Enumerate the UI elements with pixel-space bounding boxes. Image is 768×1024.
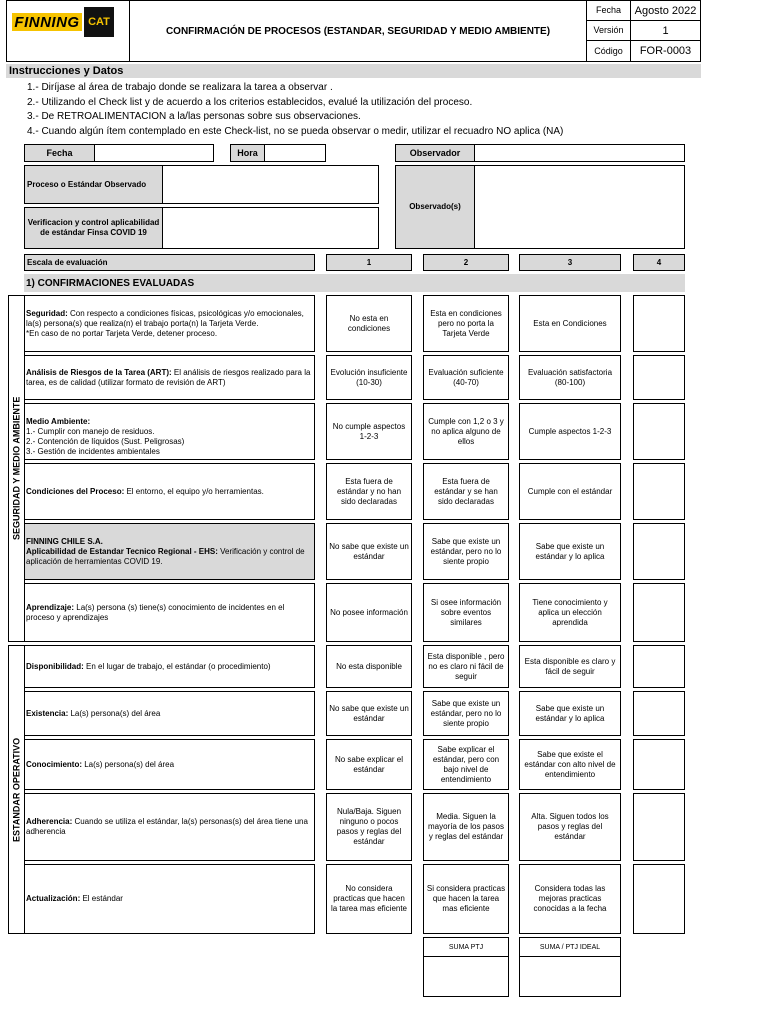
option-2[interactable]: Media. Siguen la mayoría de los pasos y reglas del estándar <box>423 793 509 861</box>
finning-logo-text: FINNING <box>12 13 82 31</box>
fecha-input[interactable] <box>94 144 214 162</box>
instructions-list <box>27 81 701 139</box>
option-3[interactable]: Tiene conocimiento y aplica un elección aprendida <box>519 583 621 642</box>
criterion-description: Análisis de Riesgos de la Tarea (ART): El análisis de riesgos realizado para la tarea, es de calidad (utilizar formato de revisión de ART) <box>26 367 311 387</box>
option-3[interactable]: Cumple con el estándar <box>519 463 621 520</box>
document-title: CONFIRMACIÓN DE PROCESOS (ESTANDAR, SEGURIDAD Y MEDIO AMBIENTE) <box>165 25 551 37</box>
option-4[interactable] <box>633 645 685 688</box>
group-label-operative-text: ESTANDAR OPERATIVO <box>11 737 22 842</box>
finning-cat-logo <box>12 7 114 37</box>
header-title <box>129 0 587 62</box>
meta-label-fecha: Fecha <box>586 0 631 21</box>
option-4[interactable] <box>633 403 685 460</box>
option-1[interactable]: Esta fuera de estándar y no han sido declaradas <box>326 463 412 520</box>
criterion-description: Disponibilidad: En el lugar de trabajo, el estándar (o procedimiento) <box>26 661 271 671</box>
meta-label-codigo: Código <box>586 40 631 62</box>
option-3[interactable]: Sabe que existe el estándar con alto nivel de entendimiento <box>519 739 621 790</box>
option-2[interactable]: Cumple con 1,2 o 3 y no aplica alguno de ellos <box>423 403 509 460</box>
proceso-input[interactable] <box>162 165 379 204</box>
criterion-description: Actualización: El estándar <box>26 894 123 903</box>
observador-input[interactable] <box>474 144 685 162</box>
suma-ideal-label: SUMA / PTJ IDEAL <box>519 937 621 957</box>
option-3[interactable]: Esta en Condiciones <box>519 295 621 352</box>
option-2[interactable]: Sabe explicar el estándar, pero con bajo nivel de entendimiento <box>423 739 509 790</box>
option-4[interactable] <box>633 739 685 790</box>
fecha-label: Fecha <box>24 144 95 162</box>
verificacion-input[interactable] <box>162 207 379 249</box>
option-2[interactable]: Esta en condiciones pero no porta la Tarjeta Verde <box>423 295 509 352</box>
hora-label: Hora <box>230 144 265 162</box>
option-1[interactable]: No esta disponible <box>326 645 412 688</box>
scale-label: Escala de evaluación <box>24 254 315 271</box>
option-2[interactable]: Si osee información sobre eventos similares <box>423 583 509 642</box>
criterion-description: Seguridad: Con respecto a condiciones físicas, psicológicas y/o emocionales, la(s) persona(s) que realiza(n) el trabajo porta(n) la Tarjeta Verde. *En caso de no portar Tarjeta Verde, detener proceso. <box>26 308 304 338</box>
option-1[interactable]: No posee información <box>326 583 412 642</box>
option-1[interactable]: No sabe que existe un estándar <box>326 523 412 580</box>
criterion-description: Medio Ambiente: 1.- Cumplir con manejo de residuos. 2.- Contención de líquidos (Sust. Peligrosas) 3.- Gestión de incidentes ambientales <box>26 416 185 456</box>
option-1[interactable]: No cumple aspectos 1-2-3 <box>326 403 412 460</box>
criterion-description: Adherencia: Cuando se utiliza el estándar, la(s) personas(s) del área tiene una adherencia <box>26 817 308 836</box>
option-3[interactable]: Sabe que existe un estándar y lo aplica <box>519 523 621 580</box>
option-3[interactable]: Alta. Siguen todos los pasos y reglas del estándar <box>519 793 621 861</box>
scale-value-3: 3 <box>519 254 621 271</box>
suma-ideal-value[interactable] <box>519 956 621 997</box>
option-2[interactable]: Si considera practicas que hacen la tarea mas eficiente <box>423 864 509 934</box>
option-2[interactable]: Esta fuera de estándar y se han sido declaradas <box>423 463 509 520</box>
option-4[interactable] <box>633 523 685 580</box>
section-title: 1) CONFIRMACIONES EVALUADAS <box>24 274 685 292</box>
option-3[interactable]: Evaluación satisfactoria (80-100) <box>519 355 621 400</box>
instructions-heading: Instrucciones y Datos <box>6 64 701 78</box>
option-4[interactable] <box>633 793 685 861</box>
instruction-item: 2.- Utilizando el Check list y de acuerdo a los criterios establecidos, evalué la utilización del proceso. <box>27 96 473 108</box>
option-3[interactable]: Cumple aspectos 1-2-3 <box>519 403 621 460</box>
option-2[interactable]: Sabe que existe un estándar, pero no lo siente propio <box>423 691 509 736</box>
proceso-label: Proceso o Estándar Observado <box>24 165 163 204</box>
instruction-item: 4.- Cuando algún ítem contemplado en este Check-list, no se pueda observar o medir, utilizar el recuadro NO aplica (NA) <box>27 125 564 137</box>
meta-value-fecha: Agosto 2022 <box>630 0 701 21</box>
verificacion-label: Verificacion y control aplicabilidad de estándar Finsa COVID 19 <box>24 207 163 249</box>
meta-value-version: 1 <box>630 20 701 41</box>
meta-label-version: Versión <box>586 20 631 41</box>
observador-label: Observador <box>395 144 475 162</box>
criterion-description: FINNING CHILE S.A. Aplicabilidad de Estandar Tecnico Regional - EHS: Verificación y control de aplicación de herramientas COVID 19. <box>26 536 305 566</box>
hora-input[interactable] <box>264 144 326 162</box>
option-1[interactable]: Nula/Baja. Siguen ninguno o pocos pasos y reglas del estándar <box>326 793 412 861</box>
group-label-safety-text: SEGURIDAD Y MEDIO AMBIENTE <box>11 396 22 541</box>
criterion-description: Existencia: La(s) persona(s) del área <box>26 708 161 718</box>
criterion-description: Aprendizaje: La(s) persona (s) tiene(s) conocimiento de incidentes en el proceso y aprendizajes <box>26 602 285 622</box>
criterion-description: Conocimiento: La(s) persona(s) del área <box>26 759 175 769</box>
scale-value-1: 1 <box>326 254 412 271</box>
scale-value-2: 2 <box>423 254 509 271</box>
cat-logo-text: CAT <box>84 7 114 37</box>
option-4[interactable] <box>633 864 685 934</box>
suma-ptj-value[interactable] <box>423 956 509 997</box>
option-1[interactable]: No considera practicas que hacen la tarea mas eficiente <box>326 864 412 934</box>
criterion-description: Condiciones del Proceso: El entorno, el equipo y/o herramientas. <box>26 486 264 496</box>
option-3[interactable]: Sabe que existe un estándar y lo aplica <box>519 691 621 736</box>
scale-value-4: 4 <box>633 254 685 271</box>
option-2[interactable]: Evaluación suficiente (40-70) <box>423 355 509 400</box>
instruction-item: 1.- Diríjase al área de trabajo donde se realizara la tarea a observar . <box>27 82 333 93</box>
option-1[interactable]: No sabe que existe un estándar <box>326 691 412 736</box>
option-1[interactable]: No sabe explicar el estándar <box>326 739 412 790</box>
option-4[interactable] <box>633 355 685 400</box>
option-2[interactable]: Esta disponible , pero no es claro ni fácil de seguir <box>423 645 509 688</box>
observados-label: Observado(s) <box>395 165 475 249</box>
option-3[interactable]: Considera todas las mejoras practicas conocidas a la fecha <box>519 864 621 934</box>
meta-value-codigo: FOR-0003 <box>630 40 701 62</box>
suma-ptj-label: SUMA PTJ <box>423 937 509 957</box>
option-2[interactable]: Sabe que existe un estándar, pero no lo siente propio <box>423 523 509 580</box>
option-4[interactable] <box>633 583 685 642</box>
option-1[interactable]: Evolución insuficiente (10-30) <box>326 355 412 400</box>
option-1[interactable]: No esta en condiciones <box>326 295 412 352</box>
observados-input[interactable] <box>474 165 685 249</box>
option-4[interactable] <box>633 295 685 352</box>
option-3[interactable]: Esta disponible es claro y fácil de seguir <box>519 645 621 688</box>
option-4[interactable] <box>633 691 685 736</box>
option-4[interactable] <box>633 463 685 520</box>
instruction-item: 3.- De RETROALIMENTACION a la/las personas sobre sus observaciones. <box>27 111 361 122</box>
